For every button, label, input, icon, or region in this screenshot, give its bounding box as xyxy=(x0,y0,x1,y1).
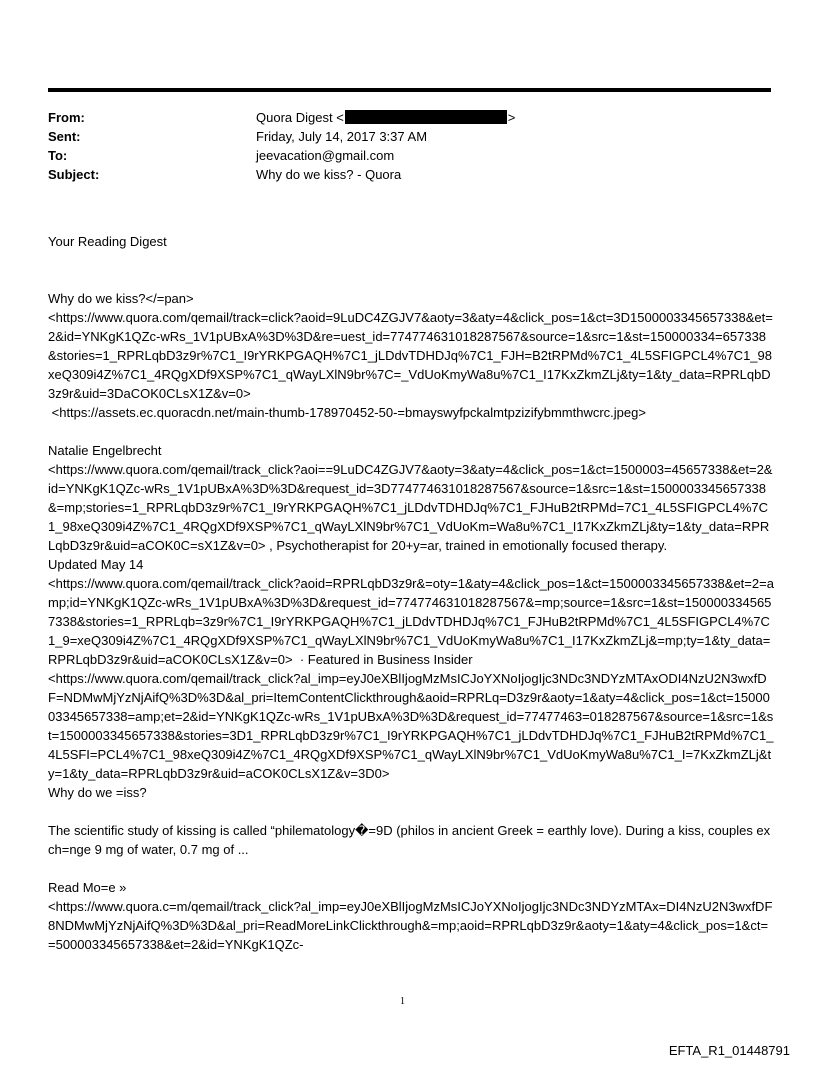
from-value-prefix: Quora Digest < xyxy=(256,110,344,125)
from-label: From: xyxy=(48,110,85,125)
sent-row xyxy=(48,127,515,146)
subject-label: Subject: xyxy=(48,167,100,182)
to-value: jeevacation@gmail.com xyxy=(256,148,395,163)
tracking-link-question[interactable]: <https://www.quora.com/qemail/track=click?aoid=9LuDC4ZGJV7&aoty=3&aty=4&click_pos=1&ct=3D1500003345657338&et=2&id=YNKgK1QZc-wRs_1V1pUBxA%3D%3D&re=uest_id=774774631018287567&source=1&src=1&st=150000334=657338&stories=1_RPRLqbD3z9r%7C1_I9rYRKPGAQH%7C1_jLDdvTDHDJq%7C1_FJH=B2tRPMd%7C1_4L5SFIGPCL4%7C1_98xeQ309i4Z%7C1_4RQgXDf9XSP%7C1_qWayLXlN9br%7C=_VdUoKmyWa8u%7C1_I17KxZkmZLj&ty=1&ty_data=RPRLqbD3z9r&uid=3DaCOK0CLsX1Z&v=0> xyxy=(48,310,773,401)
author-name: Natalie Engelbrecht xyxy=(48,443,162,458)
tracking-link-item-content[interactable]: <https://www.quora.com/qemail/track_click?al_imp=eyJ0eXBlIjogMzMsICJoYXNoIjogIjc3NDc3NDYzMTAxODI4NzU2N3wxfDF=NDMwMjYzNjAifQ%3D%3D&al_pri=ItemContentClickthrough&aoid=RPRLq=D3z9r&aoty=1&aty=4&click_pos=1&ct=1500003345657338=amp;et=2&id=YNKgK1QZc-wRs_1V1pUBxA%3D%3D&request_id=77477463=018287567&source=1&src=1&st=1500003345657338&stories=3D1_RPRLqbD3z9r%7C1_I9rYRKPGAQH%7C1_jLDdvTDHDJq%7C1_FJHuB2tRPMd%7C1_4L5SFI=PCL4%7C1_98xeQ309i4Z%7C1_4RQgXDf9XSP%7C1_qWayLXlN9br%7C1_VdUoKmyWa8u%7C1_I=7KxZkmZLj&ty=1&ty_data=RPRLqbD3z9r&uid=aCOK0CLsX1Z&v=3D0> xyxy=(48,671,774,781)
sent-value: Friday, July 14, 2017 3:37 AM xyxy=(256,129,428,144)
sent-label: Sent: xyxy=(48,129,81,144)
redaction-bar xyxy=(345,110,507,124)
document-id: EFTA_R1_01448791 xyxy=(668,1043,790,1058)
header-divider xyxy=(48,88,771,92)
email-body xyxy=(48,232,774,954)
tracking-link-read-more[interactable]: <https://www.quora.c=m/qemail/track_click?al_imp=eyJ0eXBlIjogMzMsICJoYXNoIjogIjc3NDc3NDYzMTAx=DI4NzU2N3wxfDF8NDMwMjYzNjAifQ%3D%3D&al_pri=ReadMoreLinkClickthrough&=mp;aoid=RPRLqbD3z9r&aoty=1&aty=4&click_pos=1&ct==500003345657338&et=2&id=YNKgK1QZc- xyxy=(48,899,773,952)
tracking-link-answer[interactable]: <https://www.quora.com/qemail/track_click?aoid=RPRLqbD3z9r&=oty=1&aty=4&click_pos=1&ct=1500003345657338&et=2=amp;id=YNKgK1QZc-wRs_1V1pUBxA%3D%3D&request_id=774774631018287567&=mp;source=1&src=1&st=1500003345657338&stories=1_RPRLqb=3z9r%7C1_I9rYRKPGAQH%7C1_jLDdvTDHDJq%7C1_FJHuB2tRPMd%7C1_4L5SFIGPCL4%7C1_9=xeQ309i4Z%7C1_4RQgXDf9XSP%7C1_qWayLXlN9br%7C1_VdUoKmyWa8u%7C1_I17KxZkmZLj&=mp;ty=1&ty_data=RPRLqbD3z9r&uid=aCOK0CLsX1Z&v=0> · Featured in Business Insider xyxy=(48,576,774,667)
subject-row xyxy=(48,165,515,184)
thumbnail-image-link[interactable]: <https://assets.ec.quoracdn.net/main-thumb-178970452-50-=bmayswyfpckalmtpzizifybmmthwcrc.jpeg> xyxy=(48,405,646,420)
to-label: To: xyxy=(48,148,68,163)
answer-excerpt: The scientific study of kissing is called “philematology�=9D (philos in ancient Greek = earthly love). During a kiss, couples exch=nge 9 mg of water, 0.7 mg of ... xyxy=(48,823,771,857)
digest-title: Your Reading Digest xyxy=(48,234,167,249)
question-line: Why do we kiss?</=pan> xyxy=(48,291,194,306)
from-value xyxy=(256,108,515,127)
page-number: 1 xyxy=(400,996,405,1007)
question-repeat: Why do we =iss? xyxy=(48,785,147,800)
tracking-link-author[interactable]: <https://www.quora.com/qemail/track_click?aoi==9LuDC4ZGJV7&aoty=3&aty=4&click_pos=1&ct=1500003=45657338&et=2&id=YNKgK1QZc-wRs_1V1pUBxA%3D%3D&request_id=3D774774631018287567&source=1&src=1&st=1500003345657338&=mp;stories=1_RPRLqbD3z9r%7C1_I9rYRKPGAQH%7C1_jLDdvTDHDJq%7C1_FJHuB2tRPMd=7C1_4L5SFIGPCL4%7C1_98xeQ309i4Z%7C1_4RQgXDf9XSP%7C1_qWayLXlN9br%7C1_VdUoKm=Wa8u%7C1_I17KxZkmZLj&ty=1&ty_data=RPRLqbD3z9r&uid=aCOK0C=sX1Z&v=0> , Psychotherapist for 20+y=ar, trained in emotionally focused therapy. xyxy=(48,462,773,553)
subject-value: Why do we kiss? - Quora xyxy=(256,167,402,182)
read-more-link[interactable]: Read Mo=e » xyxy=(48,880,127,895)
from-value-suffix: > xyxy=(507,110,516,125)
updated-date: Updated May 14 xyxy=(48,557,144,572)
to-row xyxy=(48,146,515,165)
from-row xyxy=(48,108,515,127)
email-header xyxy=(48,108,515,184)
